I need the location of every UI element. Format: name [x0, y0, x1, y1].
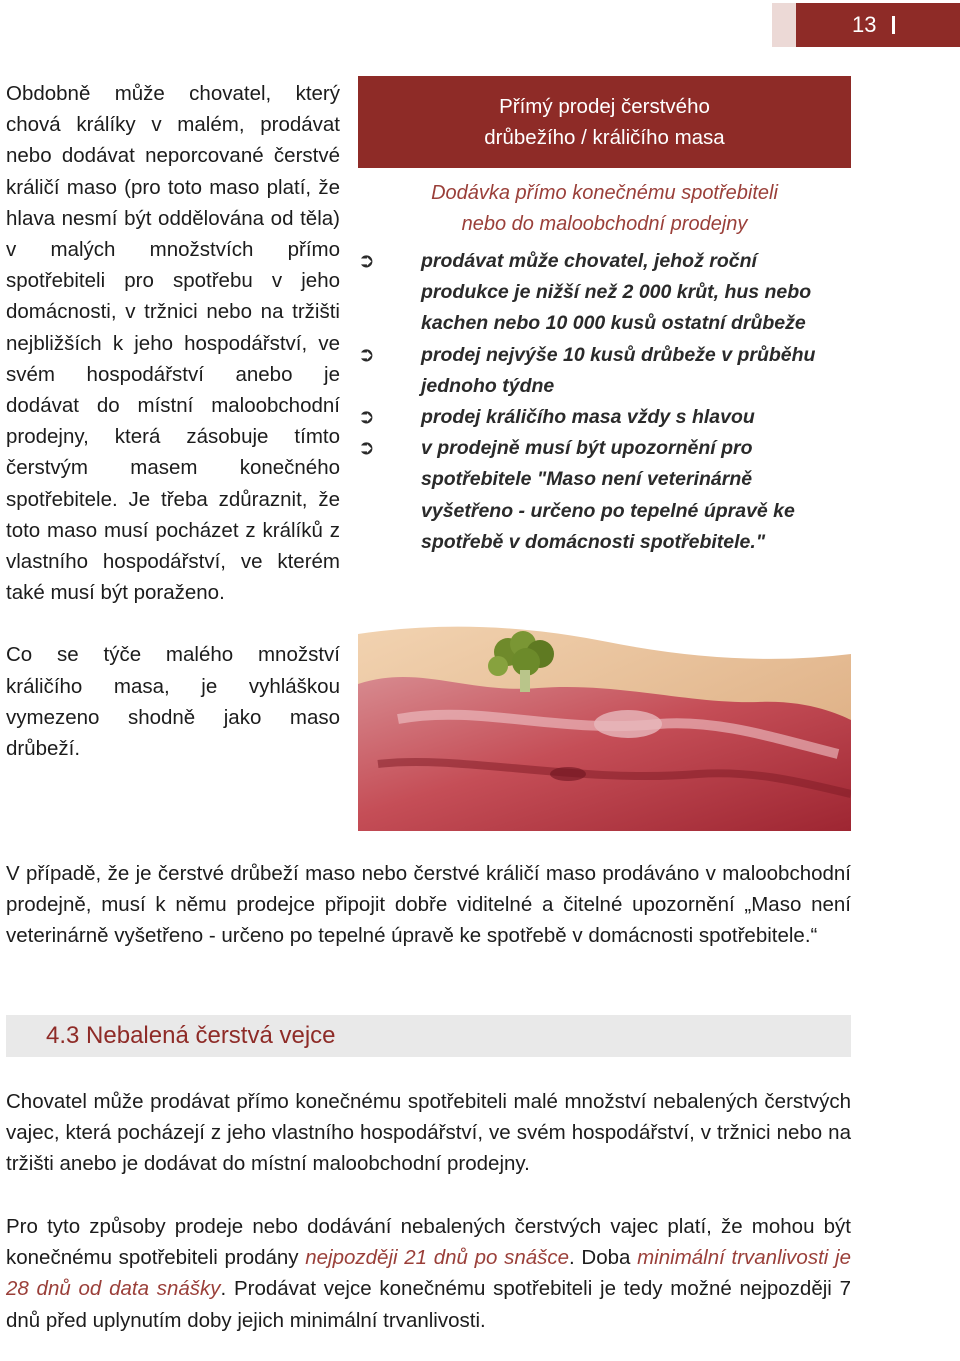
- direct-sale-info-box: [358, 76, 851, 831]
- info-box-subtitle: [358, 178, 851, 240]
- left-paragraph-2: Co se týče malého množství králičího masa, je vyhláškou vymezeno shodně jako maso drůbeží.: [6, 643, 340, 761]
- section-number: 4.3: [46, 1022, 80, 1049]
- rabbit-meat-photo: [358, 624, 851, 831]
- list-item-text: prodej králičího masa vždy s hlavou: [421, 406, 755, 429]
- eggs-text-part-1: Pro tyto způsoby prodeje nebo dodávání nebalených čerstvých vajec platí, že mohou být konečnému spotřebiteli prodány: [6, 1215, 851, 1270]
- info-box-title-line-1: Přímý prodej čerstvého: [499, 95, 710, 118]
- eggs-paragraph-2-text: [6, 1211, 851, 1336]
- eggs-text-part-3: . Prodávat vejce konečnému spotřebiteli je tedy možné nejpozději 7 dnů před uplynutím doby jejich minimální trvanlivosti.: [6, 1277, 851, 1332]
- list-item-text: prodávat může chovatel, jehož roční produkce je nižší než 2 000 krůt, hus nebo kachen nebo 10 000 kusů ostatní drůbeže: [421, 250, 812, 335]
- arrow-bullet-icon: ➲: [358, 406, 375, 429]
- info-box-title-line-2: drůbežího / králičího masa: [484, 126, 725, 149]
- info-box-subtitle-line-2: nebo do maloobchodní prodejny: [461, 213, 748, 235]
- list-item: [358, 433, 851, 558]
- page-number-tab: [772, 3, 960, 47]
- list-item-text: prodej nejvýše 10 kusů drůbeže v průběhu jednoho týdne: [421, 343, 816, 397]
- info-box-header: [358, 76, 851, 168]
- retail-paragraph: [6, 858, 851, 952]
- info-box-list: [358, 246, 851, 558]
- arrow-bullet-icon: ➲: [358, 437, 375, 460]
- left-column: [6, 78, 340, 764]
- list-item: [358, 340, 851, 402]
- eggs-text-part-2: . Doba: [569, 1246, 638, 1270]
- page-number-bar: [892, 16, 895, 34]
- list-item: [358, 246, 851, 340]
- shelf-life-highlight: minimální trvanlivosti je 28 dnů od data snášky: [6, 1246, 851, 1301]
- eggs-paragraph-2: [6, 1211, 851, 1336]
- list-item-text: v prodejně musí být upozornění pro spotřebitele "Maso není veterinárně vyšetřeno - určeno po tepelné úpravě ke spotřebě v domácnosti spotřebitele.": [421, 437, 795, 553]
- left-paragraph-1: Obdobně může chovatel, který chová králíky v malém, prodávat nebo dodávat neporcované čerstvé králičí maso (pro toto maso platí, že hlava nesmí být oddělována od těla) v malých množstvích přímo spotřebiteli pro spotřebu v jeho domácnosti, v tržnici nebo na tržišti nejbližších k jeho hospodářství, ve svém hospodářství anebo je dodávat do místní maloobchodní prodejny, která zásobuje tímto čerstvým masem konečného spotřebitele. Je třeba zdůraznit, že toto maso musí pocházet z králíků z vlastního hospodářství, ve kterém také musí být poraženo.: [6, 82, 340, 605]
- retail-paragraph-text: V případě, že je čerstvé drůbeží maso nebo čerstvé králičí maso prodáváno v maloobchodní prodejně, musí k němu prodejce připojit dobře viditelné a čitelné upozornění „Maso není veterinárně vyšetřeno - určeno po tepelné úpravě ke spotřebě v domácnosti spotřebitele.“: [6, 862, 851, 948]
- arrow-bullet-icon: ➲: [358, 343, 375, 366]
- section-heading-text: [46, 1022, 336, 1050]
- eggs-paragraph-1: [6, 1086, 851, 1180]
- list-item: [358, 402, 851, 433]
- page-number-box: [796, 3, 960, 47]
- sale-deadline-highlight: nejpozději 21 dnů po snášce: [305, 1246, 570, 1270]
- section-heading: [6, 1015, 851, 1057]
- page-tab-accent: [772, 3, 796, 47]
- info-box-subtitle-line-1: Dodávka přímo konečnému spotřebiteli: [431, 182, 778, 204]
- page-number: 13: [852, 12, 877, 37]
- eggs-paragraph-1-text: Chovatel může prodávat přímo konečnému spotřebiteli malé množství nebalených čerstvých vajec, která pocházejí z jeho vlastního hospodářství, ve svém hospodářství, v tržnici nebo na tržišti anebo je dodávat do místní maloobchodní prodejny.: [6, 1090, 851, 1176]
- section-title: Nebalená čerstvá vejce: [86, 1022, 336, 1049]
- arrow-bullet-icon: ➲: [358, 250, 375, 272]
